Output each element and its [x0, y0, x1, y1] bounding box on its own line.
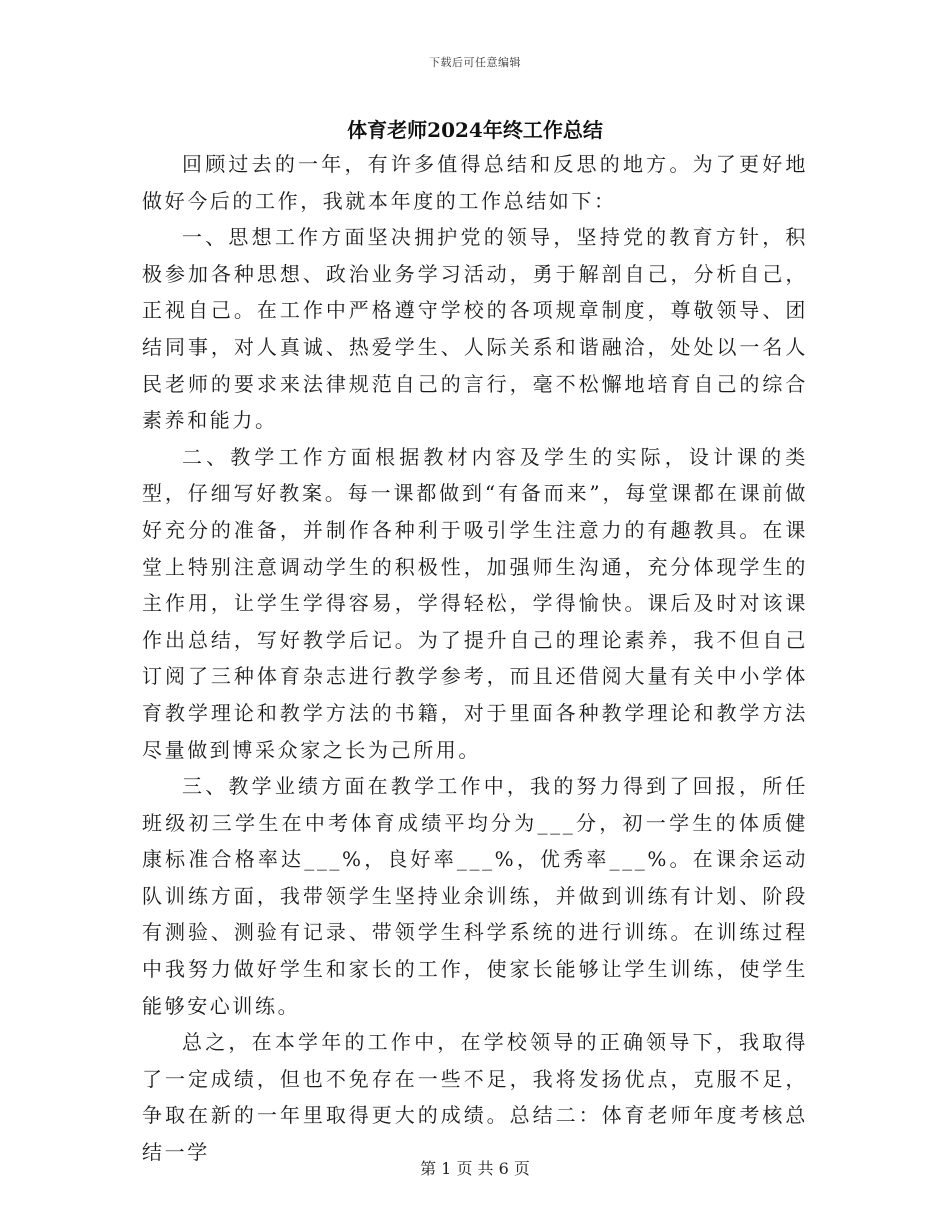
paragraph-ideology: 一、思想工作方面坚决拥护党的领导，坚持党的教育方针，积极参加各种思想、政治业务学习活动，勇于解剖自己，分析自己，正视自己。在工作中严格遵守学校的各项规章制度，尊敬领导、团结同事，对人真诚、热爱学生、人际关系和谐融洽，处处以一名人民老师的要求来法律规范自己的言行，毫不松懈地培育自己的综合素养和能力。: [142, 225, 808, 433]
paragraph-achievements: 三、教学业绩方面在教学工作中，我的努力得到了回报，所任班级初三学生在中考体育成绩平均分为___分，初一学生的体质健康标准合格率达___%，良好率___%，优秀率___%。在课余运动队训练方面，我带领学生坚持业余训练，并做到训练有计划、阶段有测验、测验有记录、带领学生科学系统的进行训练。在训练过程中我努力做好学生和家长的工作，使家长能够让学生训练，使学生能够安心训练。: [142, 774, 808, 1018]
page-title: 体育老师2024年终工作总结: [347, 118, 603, 142]
page-indicator: 第 1 页 共 6 页: [420, 1159, 530, 1178]
paragraph-conclusion: 总之，在本学年的工作中，在学校领导的正确领导下，我取得了一定成绩，但也不免存在一些不足，我将发扬优点，克服不足，争取在新的一年里取得更大的成绩。总结二：体育老师年度考核总结一学: [142, 1030, 808, 1165]
document-body: [142, 146, 808, 1171]
paragraph-teaching: 二、教学工作方面根据教材内容及学生的实际，设计课的类型，仔细写好教案。每一课都做到“有备而来”，每堂课都在课前做好充分的准备，并制作各种利于吸引学生注意力的有趣教具。在课堂上特别注意调动学生的积极性，加强师生沟通，充分体现学生的主作用，让学生学得容易，学得轻松，学得愉快。课后及时对该课作出总结，写好教学后记。为了提升自己的理论素养，我不但自己订阅了三种体育杂志进行教学参考，而且还借阅大量有关中小学体育教学理论和教学方法的书籍，对于里面各种教学理论和教学方法尽量做到博采众家之长为己所用。: [142, 444, 808, 762]
download-note: 下载后可任意编辑: [429, 56, 521, 69]
paragraph-intro: 回顾过去的一年，有许多值得总结和反思的地方。为了更好地做好今后的工作，我就本年度的工作总结如下：: [142, 152, 808, 213]
